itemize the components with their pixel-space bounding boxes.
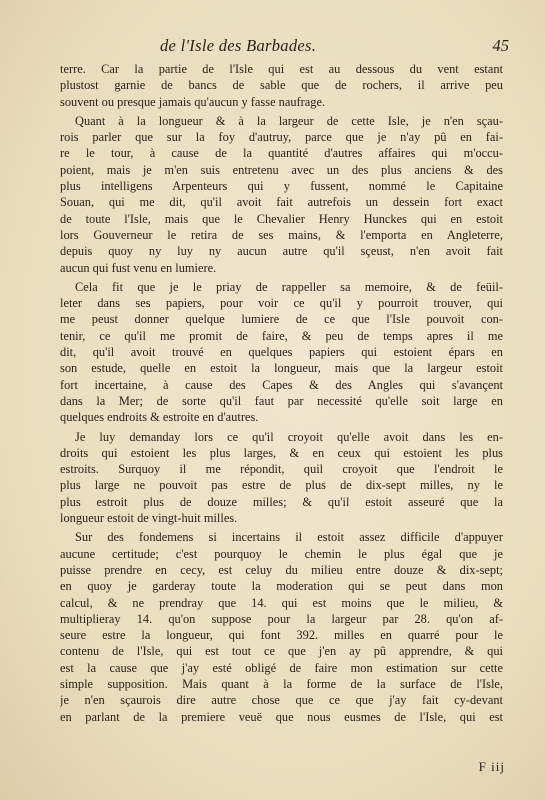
- text-line: simple supposition. Mais quant à la forme de la surface de l'Isle,: [60, 676, 503, 691]
- text-line: en parlant de la premiere veuë que nous eusmes de l'Isle, qui est: [60, 709, 503, 724]
- body-text: [60, 61, 503, 725]
- text-line: calcul, & ne prendray que 14. qui est moins que le milieu, &: [60, 595, 503, 610]
- text-line: re le tour, à cause de la quantité d'autres affaires qui m'occu-: [60, 146, 503, 161]
- page-header: [60, 36, 509, 60]
- text-line: Cela fit que je le priay de rappeller sa memoire, & de feüil-: [75, 279, 503, 294]
- text-line: est la cause que j'ay esté obligé de faire mon estimation sur cette: [60, 660, 503, 675]
- text-line: Quant à la longueur & à la largeur de cette Isle, je n'en sçau-: [75, 113, 503, 128]
- paragraph: [60, 529, 503, 725]
- text-line: tenir, ce qu'il me promit de faire, & peu de temps apres il me: [60, 328, 503, 343]
- signature-mark: F iij: [478, 759, 505, 774]
- text-line: son estude, quelle en estoit la longueur, mais que la largeur estoit: [60, 361, 503, 376]
- text-line: en quoy je garderay toute la moderation qui se peut dans mon: [60, 579, 503, 594]
- text-line: plus intelligens Arpenteurs qui y fussent, nommé le Capitaine: [60, 179, 503, 194]
- paragraph: [60, 279, 503, 426]
- text-line: de toute l'Isle, mais que le Chevalier Henry Hunckes qui en estoit: [60, 211, 503, 226]
- text-line: aucune certitude; c'est pourquoy le chemin le plus égal que je: [60, 546, 503, 561]
- text-line: leter dans ses papiers, pour voir ce qu'il y pourroit trouver, qui: [60, 296, 503, 311]
- text-line: dans la Mer; de sorte qu'il faut par necessité qu'elle soit large en: [60, 393, 503, 408]
- text-line: Souan, qui me dit, qu'il avoit fait autrefois un dessein fort exact: [60, 195, 503, 210]
- text-line: multiplieray 14. qu'on suppose pour la largeur par 28. qu'on af-: [60, 611, 503, 626]
- text-line: rois parler que sur la foy d'autruy, parce que je n'ay pû en fai-: [60, 130, 503, 145]
- text-line: estroits. Surquoy il me répondit, quil croyoit que l'endroit le: [60, 462, 503, 477]
- text-line: me peust donner quelque lumiere de ce que l'Isle pouvoit con-: [60, 312, 503, 327]
- text-line: aucun qui fust venu en lumiere.: [60, 260, 217, 275]
- text-line: plustost garnie de bancs de sable que de rochers, il arrive peu: [60, 78, 503, 93]
- running-head: de l'Isle des Barbades.: [160, 36, 317, 55]
- text-line: je n'en sçaurois dire autre chose que ce que j'ay fait cy-devant: [60, 693, 503, 708]
- paragraph: [60, 61, 503, 110]
- page-number: 45: [492, 36, 509, 55]
- text-line: souvent ou presque jamais qu'aucun y fasse naufrage.: [60, 94, 326, 109]
- text-line: plus large ne pouvoit pas estre de plus de dix-sept milles, ny le: [60, 478, 503, 493]
- text-line: plus estroit plus de douze milles; & qu'il estoit asseuré que la: [60, 494, 503, 509]
- text-line: Sur des fondemens si incertains il estoit assez difficile d'appuyer: [75, 530, 503, 545]
- text-line: seure estre la longueur, qui font 392. milles en quarré pour le: [60, 628, 503, 643]
- text-line: lors Gouverneur le retira de ses mains, & l'emporta en Angleterre,: [60, 227, 503, 242]
- text-line: longueur estoit de vingt-huit milles.: [60, 511, 238, 526]
- text-line: depuis quoy ny luy ny aucun autre qu'il sçeust, n'en avoit fait: [60, 244, 503, 259]
- text-line: contenu de l'Isle, qui est tout ce que j'en ay pû apprendre, & qui: [60, 644, 503, 659]
- paragraph: [60, 429, 503, 527]
- text-line: puisse prendre en cecy, est celuy du milieu entre douze & dix-sept;: [60, 562, 503, 577]
- text-line: poient, mais je m'en suis entretenu avec un des plus anciens & des: [60, 162, 503, 177]
- text-line: Je luy demanday lors ce qu'il croyoit qu'elle avoit dans les en-: [75, 429, 503, 444]
- text-line: terre. Car la partie de l'Isle qui est au dessous du vent estant: [60, 62, 503, 76]
- paragraph: [60, 113, 503, 276]
- text-line: droits qui estoient les plus larges, & en ceux qui estoient les plus: [60, 445, 503, 460]
- text-line: fort incertaine, à cause des Capes & des Angles qui s'avançent: [60, 377, 503, 392]
- text-line: quelques endroits & estroite en d'autres.: [60, 410, 259, 425]
- text-line: dit, qu'il avoit trouvé en quelques papiers qui estoient épars en: [60, 345, 503, 360]
